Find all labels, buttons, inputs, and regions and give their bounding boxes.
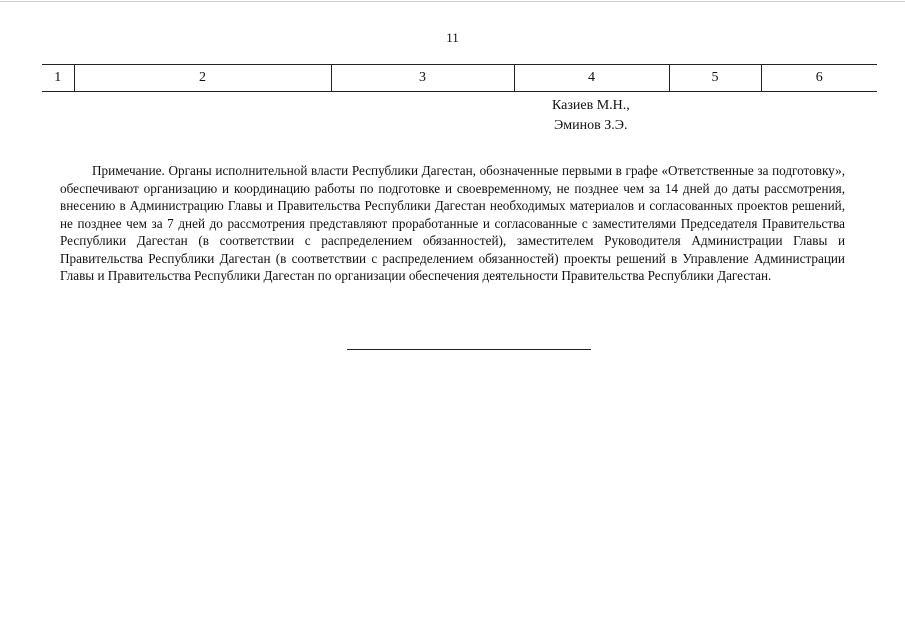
column-number-table: [42, 64, 877, 92]
column-number-3: 3: [331, 65, 514, 92]
column-number-2: 2: [74, 65, 331, 92]
top-border-line: [0, 1, 905, 2]
responsible-person-1: Казиев М.Н.,: [552, 98, 630, 113]
table-row: [42, 65, 877, 92]
responsible-persons: [552, 96, 630, 136]
page-number: 11: [446, 30, 459, 45]
note-paragraph: Примечание. Органы исполнительной власти Республики Дагестан, обозначенные первыми в графе «Ответственные за подготовку», обеспечивают организацию и координацию работы по подготовке и своевременному, не позднее чем за 14 дней до даты рассмотрения, внесению в Администрацию Главы и Правительства Республики Дагестан необходимых материалов и согласованных проектов решений, не позднее чем за 7 дней до рассмотрения представляют проработанные и согласованные с заместителями Председателя Правительства Республики Дагестан (в соответствии с распределением обязанностей), заместителем Руководителя Администрации Главы и Правительства Республики Дагестан (в соответствии с распределением обязанностей) проекты решений в Управление Администрации Главы и Правительства Республики Дагестан по организации обеспечения деятельности Правительства Республики Дагестан.: [60, 163, 845, 283]
column-number-4: 4: [514, 65, 669, 92]
column-number-6: 6: [761, 65, 877, 92]
column-number-5: 5: [669, 65, 761, 92]
end-of-document-line: [347, 349, 591, 350]
column-number-1: 1: [42, 65, 74, 92]
responsible-person-2: Эминов З.Э.: [554, 118, 628, 133]
